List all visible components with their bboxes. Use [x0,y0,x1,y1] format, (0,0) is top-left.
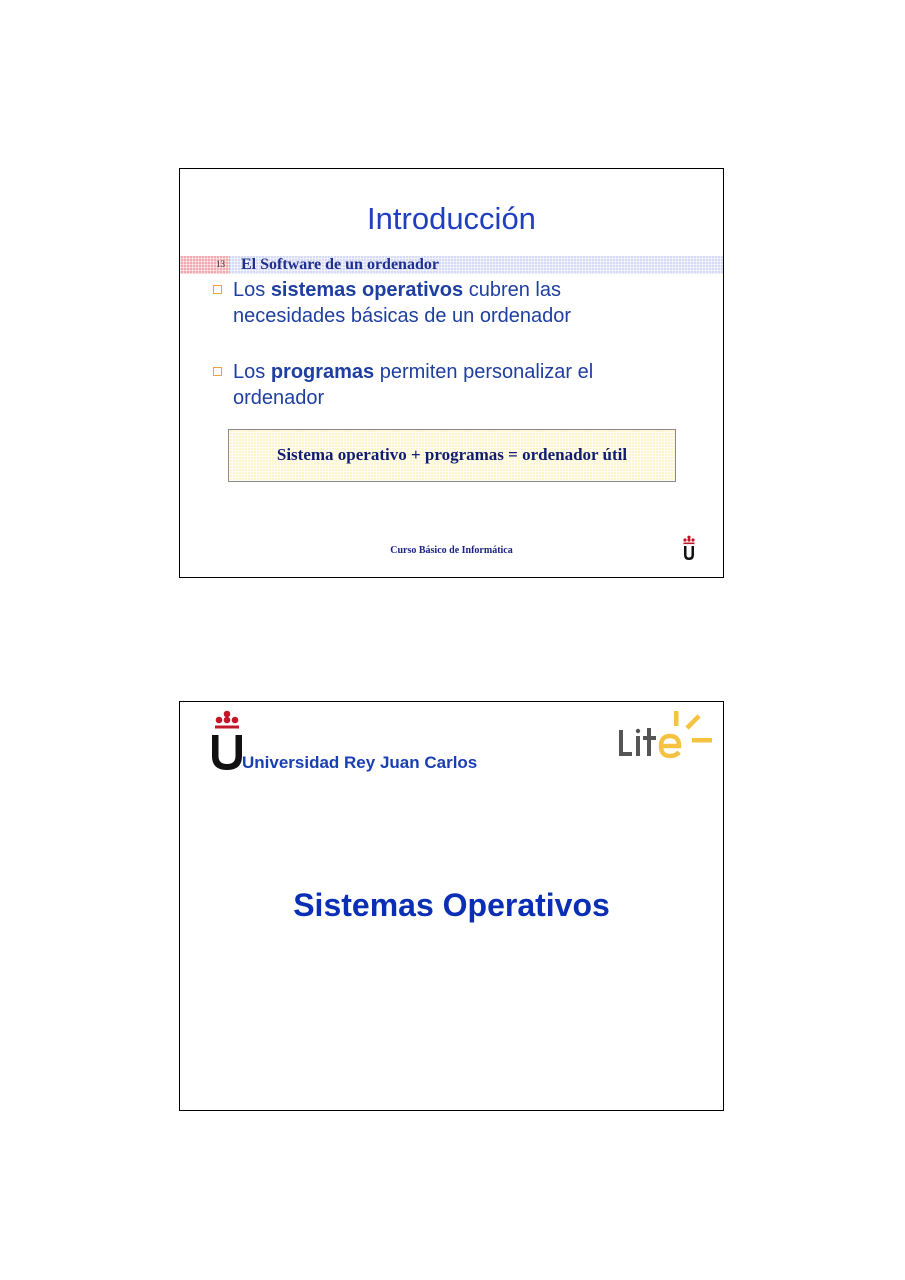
slide-introduccion [179,168,724,578]
urjc-logo-icon [210,710,244,772]
slide-title: Introducción [367,201,536,236]
slide-footer: Curso Básico de Informática [390,545,513,556]
slide-title: Sistemas Operativos [293,887,610,923]
checkbox-bullet-icon [213,285,222,294]
checkbox-bullet-icon [213,367,222,376]
urjc-logo-icon [681,535,697,561]
bullet-item [213,359,633,411]
section-heading: El Software de un ordenador [241,256,439,273]
lite-logo-icon [617,708,717,760]
bullet-item [213,277,633,329]
bullet-text: Los sistemas operativos cubren las necesidades básicas de un ordenador [233,279,572,327]
section-band [180,256,723,274]
formula-box: Sistema operativo + programas = ordenador útil [228,429,676,482]
slide-sistemas-operativos [179,701,724,1111]
bullet-text: Los programas permiten personalizar el ordenador [233,361,594,409]
university-name: Universidad Rey Juan Carlos [242,753,478,772]
slide-number: 13 [216,259,225,269]
